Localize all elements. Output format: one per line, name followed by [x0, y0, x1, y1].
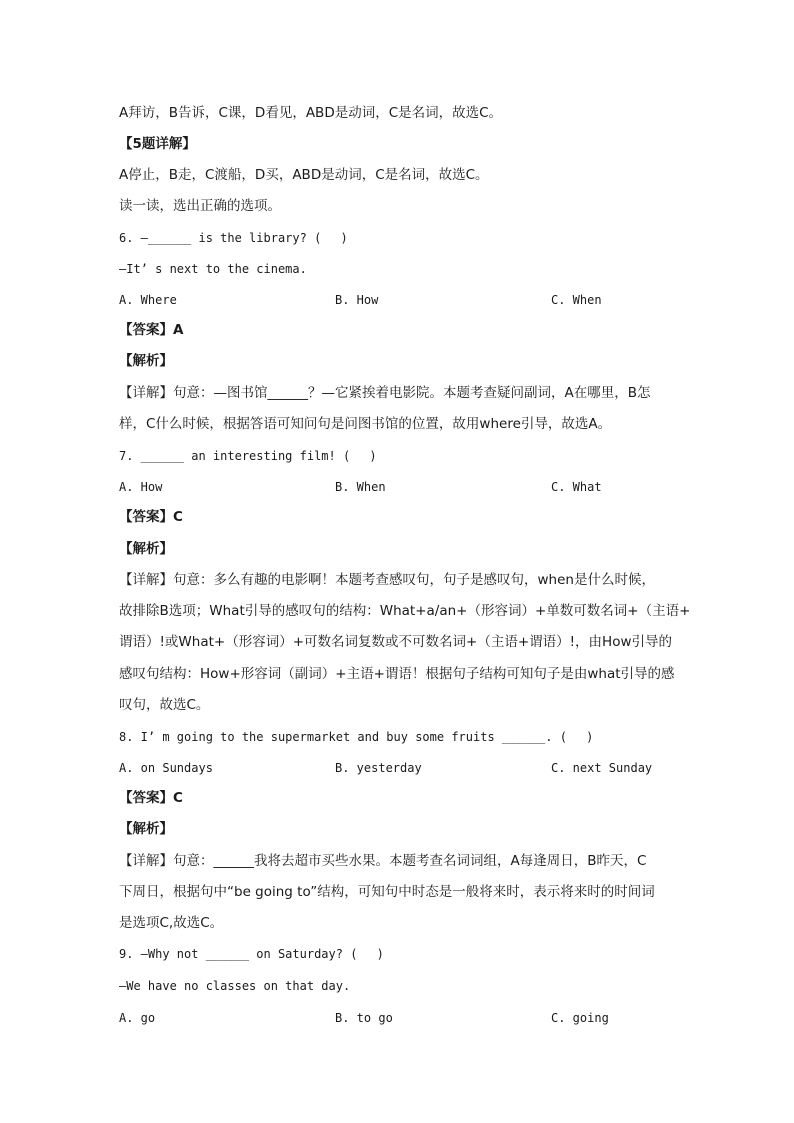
question-7-detail-line-4: 感叹句结构：How+形容词（副词）+主语+谓语！根据句子结构可知句子是由what引导的感 — [119, 666, 675, 682]
question-7-option-c: C. What — [551, 480, 602, 494]
question-6-reply: —It’ s next to the cinema. — [119, 262, 307, 276]
question-6-option-a: A. Where — [119, 293, 177, 307]
question-5-detail: A停止，B走，C渡船，D买，ABD是动词，C是名词，故选C。 — [119, 167, 489, 183]
question-8-option-b: B. yesterday — [335, 761, 422, 775]
question-7-text: 7. ______ an interesting film! ( ) — [119, 449, 377, 463]
question-7-detail-line-2: 故排除B选项；What引导的感叹句的结构：What+a/an+（形容词）+单数可数名词+（主语+ — [119, 603, 691, 619]
question-5-heading: 【5题详解】 — [119, 136, 196, 152]
question-8-analysis-heading: 【解析】 — [119, 821, 173, 837]
question-9-text: 9. —Why not ______ on Saturday? ( ) — [119, 947, 384, 961]
question-9-reply: —We have no classes on that day. — [119, 979, 351, 993]
question-8-detail-line-3: 是选项C,故选C。 — [119, 915, 224, 931]
question-6-answer: 【答案】A — [119, 322, 184, 338]
question-7-answer: 【答案】C — [119, 509, 183, 525]
question-9-option-c: C. going — [551, 1011, 609, 1025]
question-7-option-a: A. How — [119, 480, 163, 494]
question-7-analysis-heading: 【解析】 — [119, 541, 173, 557]
question-4-detail: A拜访，B告诉，C课，D看见，ABD是动词，C是名词，故选C。 — [119, 105, 503, 121]
question-9-option-b: B. to go — [335, 1011, 393, 1025]
question-7-detail-line-5: 叹句，故选C。 — [119, 697, 210, 713]
question-6-option-c: C. When — [551, 293, 602, 307]
question-8-option-c: C. next Sunday — [551, 761, 653, 775]
question-7-detail-line-1: 【详解】句意：多么有趣的电影啊！本题考查感叹句，句子是感叹句，when是什么时候， — [119, 572, 655, 588]
question-8-text: 8. I’ m going to the supermarket and buy some fruits ______. ( ) — [119, 730, 594, 744]
section-instruction: 读一读，选出正确的选项。 — [119, 198, 281, 214]
question-8-answer: 【答案】C — [119, 790, 183, 806]
question-7-detail-line-3: 谓语）!或What+（形容词）+可数名词复数或不可数名词+（主语+谓语）!，由How引导的 — [119, 634, 672, 650]
question-7-option-b: B. When — [335, 480, 386, 494]
question-6-detail-line-1: 【详解】句意：—图书馆______？—它紧挨着电影院。本题考查疑问副词，A在哪里，B怎 — [119, 385, 651, 401]
question-8-detail-line-1: 【详解】句意：______我将去超市买些水果。本题考查名词词组，A每逢周日，B昨天，C — [119, 853, 647, 869]
question-8-detail-line-2: 下周日，根据句中“be going to”结构，可知句中时态是一般将来时，表示将来时的时间词 — [119, 884, 655, 900]
question-6-detail-line-2: 样，C什么时候，根据答语可知问句是问图书馆的位置，故用where引导，故选A。 — [119, 416, 612, 432]
question-6-text: 6. —______ is the library? ( ) — [119, 231, 348, 245]
question-8-option-a: A. on Sundays — [119, 761, 213, 775]
question-9-option-a: A. go — [119, 1011, 156, 1025]
question-6-option-b: B. How — [335, 293, 379, 307]
question-6-analysis-heading: 【解析】 — [119, 353, 173, 369]
